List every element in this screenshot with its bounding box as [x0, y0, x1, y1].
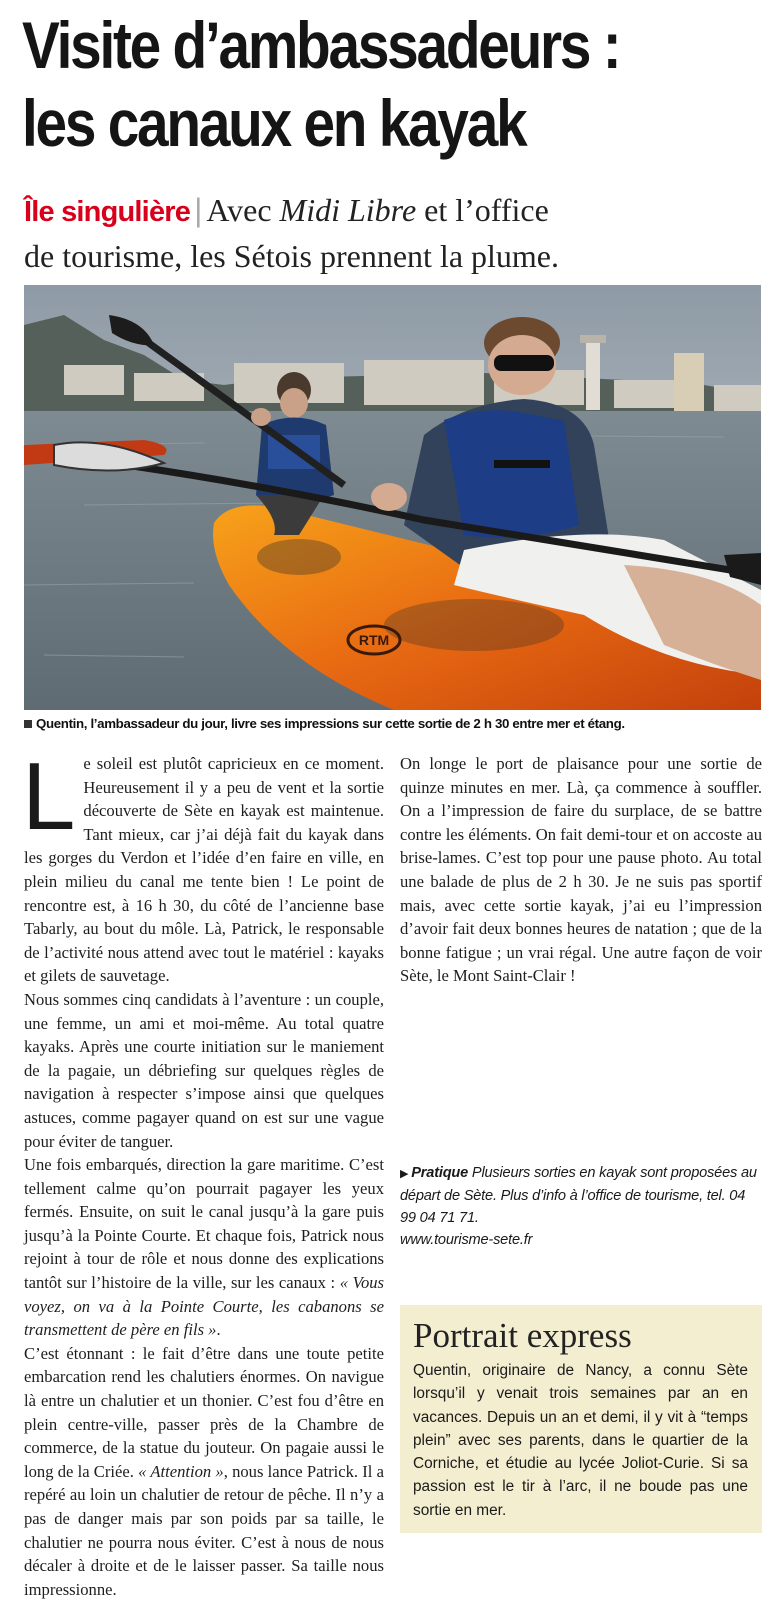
paragraph-2: Nous sommes cinq candidats à l’aventure : un couple, une femme, un ami et moi-même. Au total quatre kayaks. Après une courte initiation sur le maniement de la pagaie, un débriefing sur quelques règles de navigation à respecter s’impose ainsi que quelques astuces, comme pagayer quand on est sur une vague pour éviter de tanguer.: [24, 989, 384, 1151]
headline-line-1: Visite d’ambassadeurs :: [22, 8, 620, 82]
headline-line-2: les canaux en kayak: [22, 86, 526, 160]
photo-caption: [24, 716, 761, 731]
tourism-website-link[interactable]: www.tourisme-sete.fr: [400, 1232, 533, 1248]
kicker-newspaper-name: Midi Libre: [279, 192, 417, 228]
paragraph-3-quote: « Vous voyez, on va à la Pointe Courte, les cabanons se transmettent de père en fils »: [24, 1273, 384, 1340]
kicker-text-2: et l’office: [416, 192, 549, 228]
article-column-2: [400, 752, 762, 988]
pratique-info: [400, 1162, 762, 1251]
paragraph-1-text: e soleil est plutôt capricieux en ce moment. Heureusement il y a peu de vent et la sortie découverte de Sète en kayak est maintenue. Tant mieux, car j’ai déjà fait du kayak dans les gorges du Verdon et l’idée d’en faire en ville, en plein milieu du canal me tente bien ! Le point de rencontre est, à 16 h 30, du côté de l’ancienne base Tabarly, au bout du môle. Là, Patrick, le responsable de l’activité nous attend avec tout le matériel : kayaks et gilets de sauvetage.: [24, 754, 384, 986]
kicker-line-2: de tourisme, les Sétois prennent la plume.: [24, 238, 559, 274]
drop-cap: L: [22, 743, 76, 850]
article-column-1: [22, 743, 384, 1601]
paragraph-5: On longe le port de plaisance pour une sortie de quinze minutes en mer. Là, ça commence à souffler. On a l’impression de faire du surplace, de se battre contre les éléments. On fait demi-tour et on accoste au brise-lames. C’est top pour une pause photo. Au total une balade de plus de 2 h 30. Je ne suis pas sportif mais, avec cette sortie kayak, j’ai eu l’impression d’avoir fait deux bonnes heures de natation ; que de la bonne fatigue ; un vrai régal. Une autre façon de voir Sète, le Mont Saint-Clair !: [400, 754, 762, 986]
paragraph-1: [22, 743, 384, 988]
portrait-express-text: Quentin, originaire de Nancy, a connu Sète lorsqu’il y venait trois semaines par an en vacances. Depuis un an et demi, il y vit à “temps plein” avec ses parents, dans le quartier de la Corniche, et étudie au lycée Joliot-Curie. Si sa passion est le tir à l’arc, il ne boude pas une sortie en mer.: [413, 1362, 748, 1519]
paragraph-4: [24, 1342, 384, 1601]
kicker-label: Île singulière: [24, 196, 191, 228]
kicker-separator: |: [194, 192, 203, 228]
pratique-arrow-icon: ▶: [400, 1168, 409, 1180]
paragraph-3-text: Une fois embarqués, direction la gare maritime. C’est tellement calme qu’on pourrait pagayer les yeux fermés. Ensuite, on suit le canal jusqu’à la gare puis jusqu’à la Pointe Courte. Et chaque fois, Patrick nous rejoint à tour de rôle et nous donne des explications tantôt sur l’histoire de la ville, sur les canaux :: [24, 1155, 384, 1293]
paragraph-4-text: C’est étonnant : le fait d’être dans une toute petite embarcation rend les chalutiers énormes. On navigue là entre un chalutier et un thonier. C’est fou d’être en plein centre-ville, passer près de la Chambre de commerce, de la statue du jouteur. On pagaie aussi le long de la Criée.: [24, 1343, 384, 1481]
caption-square-bullet-icon: [24, 720, 32, 728]
paragraph-4-quote: « Attention »: [138, 1461, 224, 1481]
article-photo: [24, 285, 761, 710]
paragraph-3-end: .: [216, 1320, 221, 1340]
kicker: [24, 188, 764, 278]
kayak-brand-text: RTM: [358, 632, 390, 648]
portrait-express-title: Portrait express: [413, 1316, 632, 1355]
paragraph-4-end: , nous lance Patrick. Il a repéré au loin un chalutier de retour de pêche. Il n’y a pas de danger mais par son poids par sa taille, le chalutier ne pourra nous éviter. C’est à nous de nous décaler à droite et de le laisser passer. Sa taille nous impressionne.: [24, 1461, 384, 1599]
headline: [22, 6, 667, 162]
pratique-label: Pratique: [411, 1165, 469, 1181]
caption-text: Quentin, l’ambassadeur du jour, livre ses impressions sur cette sortie de 2 h 30 entre mer et étang.: [36, 716, 625, 731]
pratique-text: Plusieurs sorties en kayak sont proposées au départ de Sète. Plus d’info à l’office de tourisme, tel. 04 99 04 71 71.: [400, 1165, 757, 1226]
kicker-text-1: Avec: [206, 192, 280, 228]
kayak-photo-illustration: [24, 285, 761, 710]
portrait-express-box: [400, 1305, 762, 1533]
paragraph-3: [24, 1153, 384, 1342]
